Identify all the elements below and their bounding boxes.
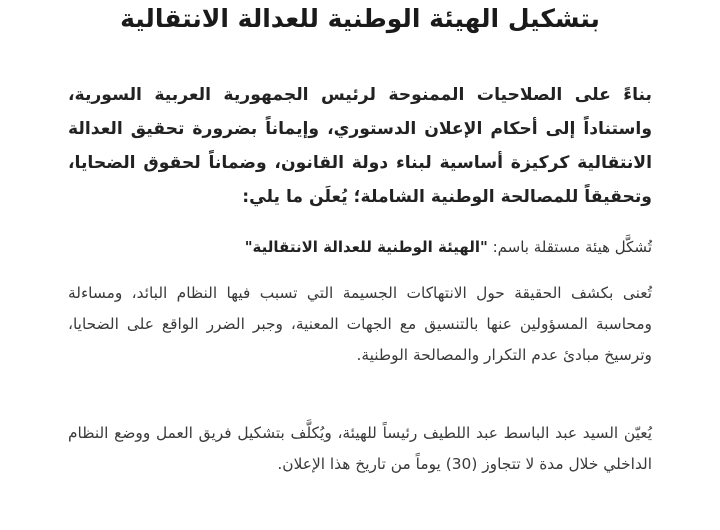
authority-name: "الهيئة الوطنية للعدالة الانتقالية" xyxy=(244,238,488,256)
intro-paragraph: بناءً على الصلاحيات الممنوحة لرئيس الجمهورية العربية السورية، واستناداً إلى أحكام الإعلان الدستوري، وإيماناً بضرورة تحقيق العدالة الانتقالية كركيزة أساسية لبناء دولة القانون، وضماناً لحقوق الضحايا، وتحقيقاً للمصالحة الوطنية الشاملة؛ يُعلَن ما يلي: xyxy=(68,85,652,207)
decision-line xyxy=(68,236,652,258)
document-title: بتشكيل الهيئة الوطنية للعدالة الانتقالية xyxy=(120,4,600,33)
decision-lead-text: تُشكَّل هيئة مستقلة باسم: xyxy=(492,238,652,256)
appointment-paragraph: يُعيّن السيد عبد الباسط عبد اللطيف رئيساً للهيئة، ويُكلَّف بتشكيل فريق العمل ووضع النظام الداخلي خلال مدة لا تتجاوز (30) يوماً من تاريخ هذا الإعلان. xyxy=(68,424,652,473)
mandate-paragraph: تُعنى بكشف الحقيقة حول الانتهاكات الجسيمة التي تسبب فيها النظام البائد، ومساءلة ومحاسبة المسؤولين عنها بالتنسيق مع الجهات المعنية، وجبر الضرر الواقع على الضحايا، وترسيخ مبادئ عدم التكرار والمصالحة الوطنية. xyxy=(68,284,652,364)
cropped-heading-fragment xyxy=(210,0,510,2)
